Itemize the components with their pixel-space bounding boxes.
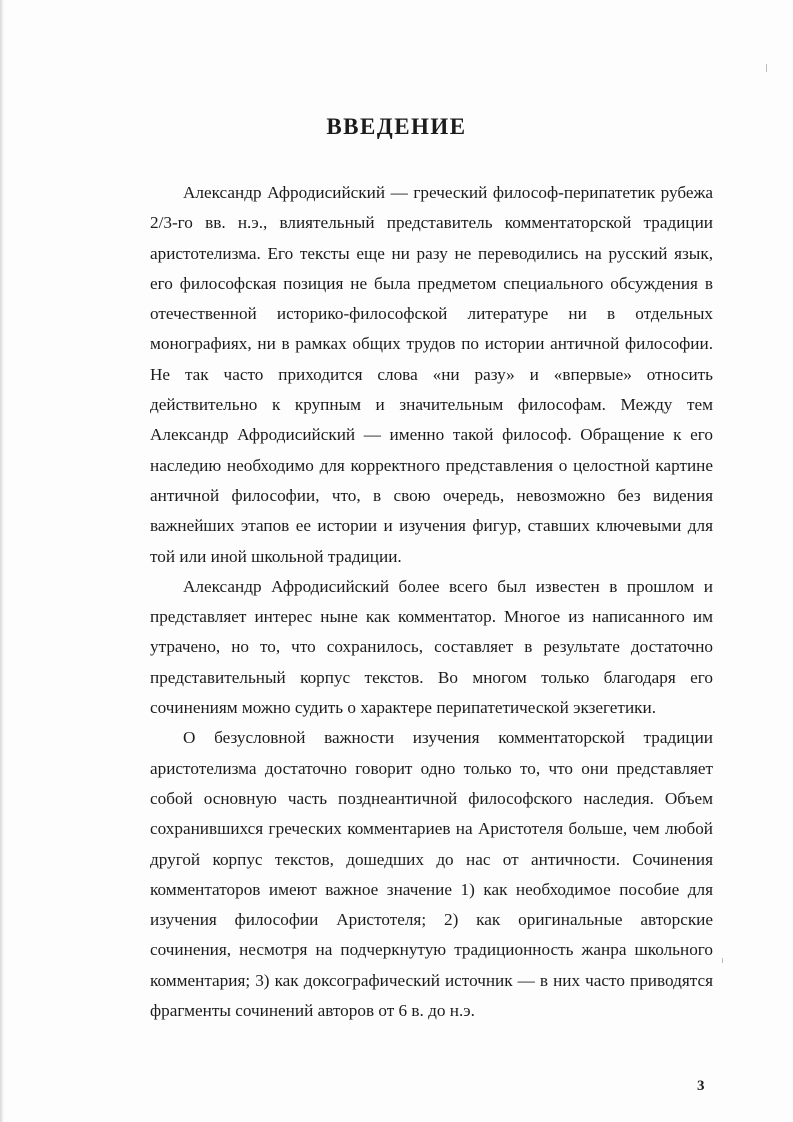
paragraph-1: Александр Афродисийский — греческий философ-перипатетик рубежа 2/3-го вв. н.э., влиятельный представитель комментаторской традиции аристотелизма. Его тексты еще ни разу не переводились на русский язык, его философская позиция не была предметом специального обсуждения в отечественной историко-философской литературе ни в отдельных монографиях, ни в рамках общих трудов по истории античной философии. Не так часто приходится слова «ни разу» и «впервые» относить действительно к крупным и значительным философам. Между тем Александр Афродисийский — именно такой философ. Обращение к его наследию необходимо для корректного представления о целостной картине античной философии, что, в свою очередь, невозможно без видения важнейших этапов ее истории и изучения фигур, ставших ключевыми для той или иной школьной традиции.: [150, 183, 713, 566]
body-text: [150, 178, 713, 1026]
paragraph-3: О безусловной важности изучения комментаторской традиции аристотелизма достаточно говорит одно только то, что они представляет собой основную часть позднеантичной философского наследия. Объем сохранившихся греческих комментариев на Аристотеля больше, чем любой другой корпус текстов, дошедших до нас от античности. Сочинения комментаторов имеют важное значение 1) как необходимое пособие для изучения философии Аристотеля; 2) как оригинальные авторские сочинения, несмотря на подчеркнутую традиционность жанра школьного комментария; 3) как доксографический источник — в них часто приводятся фрагменты сочинений авторов от 6 в. до н.э.: [150, 728, 713, 1021]
page-number: 3: [697, 1078, 705, 1094]
scan-edge-shadow: [0, 0, 4, 1122]
page-title: ВВЕДЕНИЕ: [326, 114, 467, 139]
scan-speck: [722, 958, 723, 963]
paragraph-2: Александр Афродисийский более всего был известен в прошлом и представляет интерес ныне как комментатор. Многое из написанного им утрачено, но то, что сохранилось, составляет в результате достаточно представительный корпус текстов. Во многом только благодаря его сочинениям можно судить о характере перипатетической экзегетики.: [150, 576, 713, 718]
scan-speck: [766, 64, 767, 72]
